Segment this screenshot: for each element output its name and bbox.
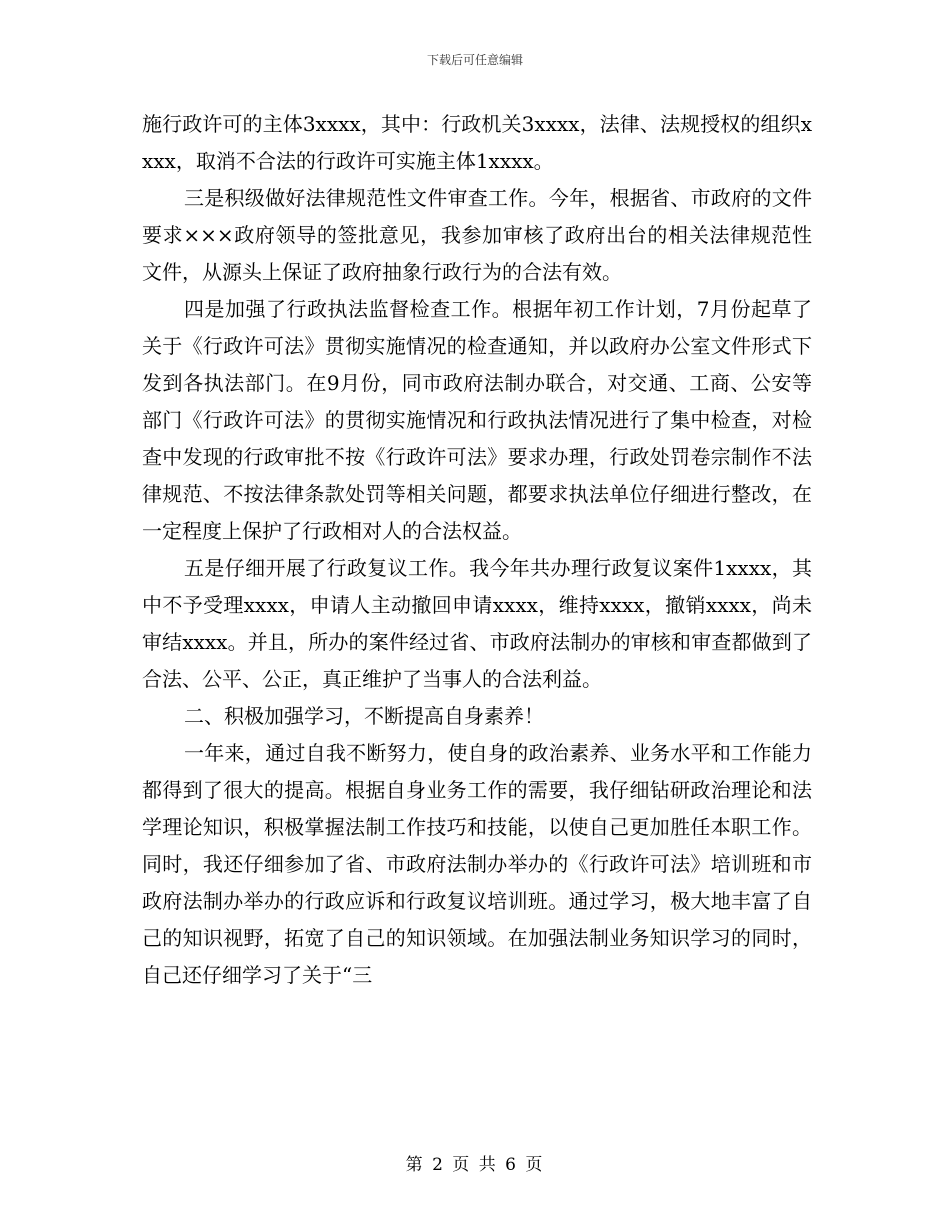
paragraph-5: 一年来，通过自我不断努力，使自身的政治素养、业务水平和工作能力都得到了很大的提高。根据自身业务工作的需要，我仔细钻研政治理论和法学理论知识，积极掌握法制工作技巧和技能，以使自己更加胜任本职工作。同时，我还仔细参加了省、市政府法制办举办的《行政许可法》培训班和市政府法制办举办的行政应诉和行政复议培训班。通过学习，极大地丰富了自己的知识视野，拓宽了自己的知识领域。在加强法制业务知识学习的同时，自己还仔细学习了关于“三	[142, 741, 812, 987]
document-body	[142, 106, 812, 994]
page-header: 下载后可任意编辑	[426, 53, 523, 67]
page-number: 第 2 页 共 6 页	[405, 1155, 545, 1175]
paragraph-1: 施行政许可的主体3xxxx，其中：行政机关3xxxx，法律、法规授权的组织xxxx，取消不合法的行政许可实施主体1xxxx。	[142, 112, 812, 173]
paragraph-3: 四是加强了行政执法监督检查工作。根据年初工作计划，7月份起草了关于《行政许可法》贯彻实施情况的检查通知，并以政府办公室文件形式下发到各执法部门。在9月份，同市政府法制办联合，对交通、工商、公安等部门《行政许可法》的贯彻实施情况和行政执法情况进行了集中检查，对检查中发现的行政审批不按《行政许可法》要求办理，行政处罚卷宗制作不法律规范、不按法律条款处罚等相关问题，都要求执法单位仔细进行整改，在一定程度上保护了行政相对人的合法权益。	[142, 297, 812, 543]
paragraph-2: 三是积级做好法律规范性文件审查工作。今年，根据省、市政府的文件要求×××政府领导的签批意见，我参加审核了政府出台的相关法律规范性文件，从源头上保证了政府抽象行政行为的合法有效。	[142, 186, 812, 284]
section-heading: 二、积极加强学习，不断提高自身素养！	[184, 704, 544, 728]
paragraph-4: 五是仔细开展了行政复议工作。我今年共办理行政复议案件1xxxx，其中不予受理xxxx，申请人主动撤回申请xxxx，维持xxxx，撤销xxxx，尚未审结xxxx。并且，所办的案件经过省、市政府法制办的审核和审查都做到了合法、公平、公正，真正维护了当事人的合法利益。	[142, 556, 812, 691]
